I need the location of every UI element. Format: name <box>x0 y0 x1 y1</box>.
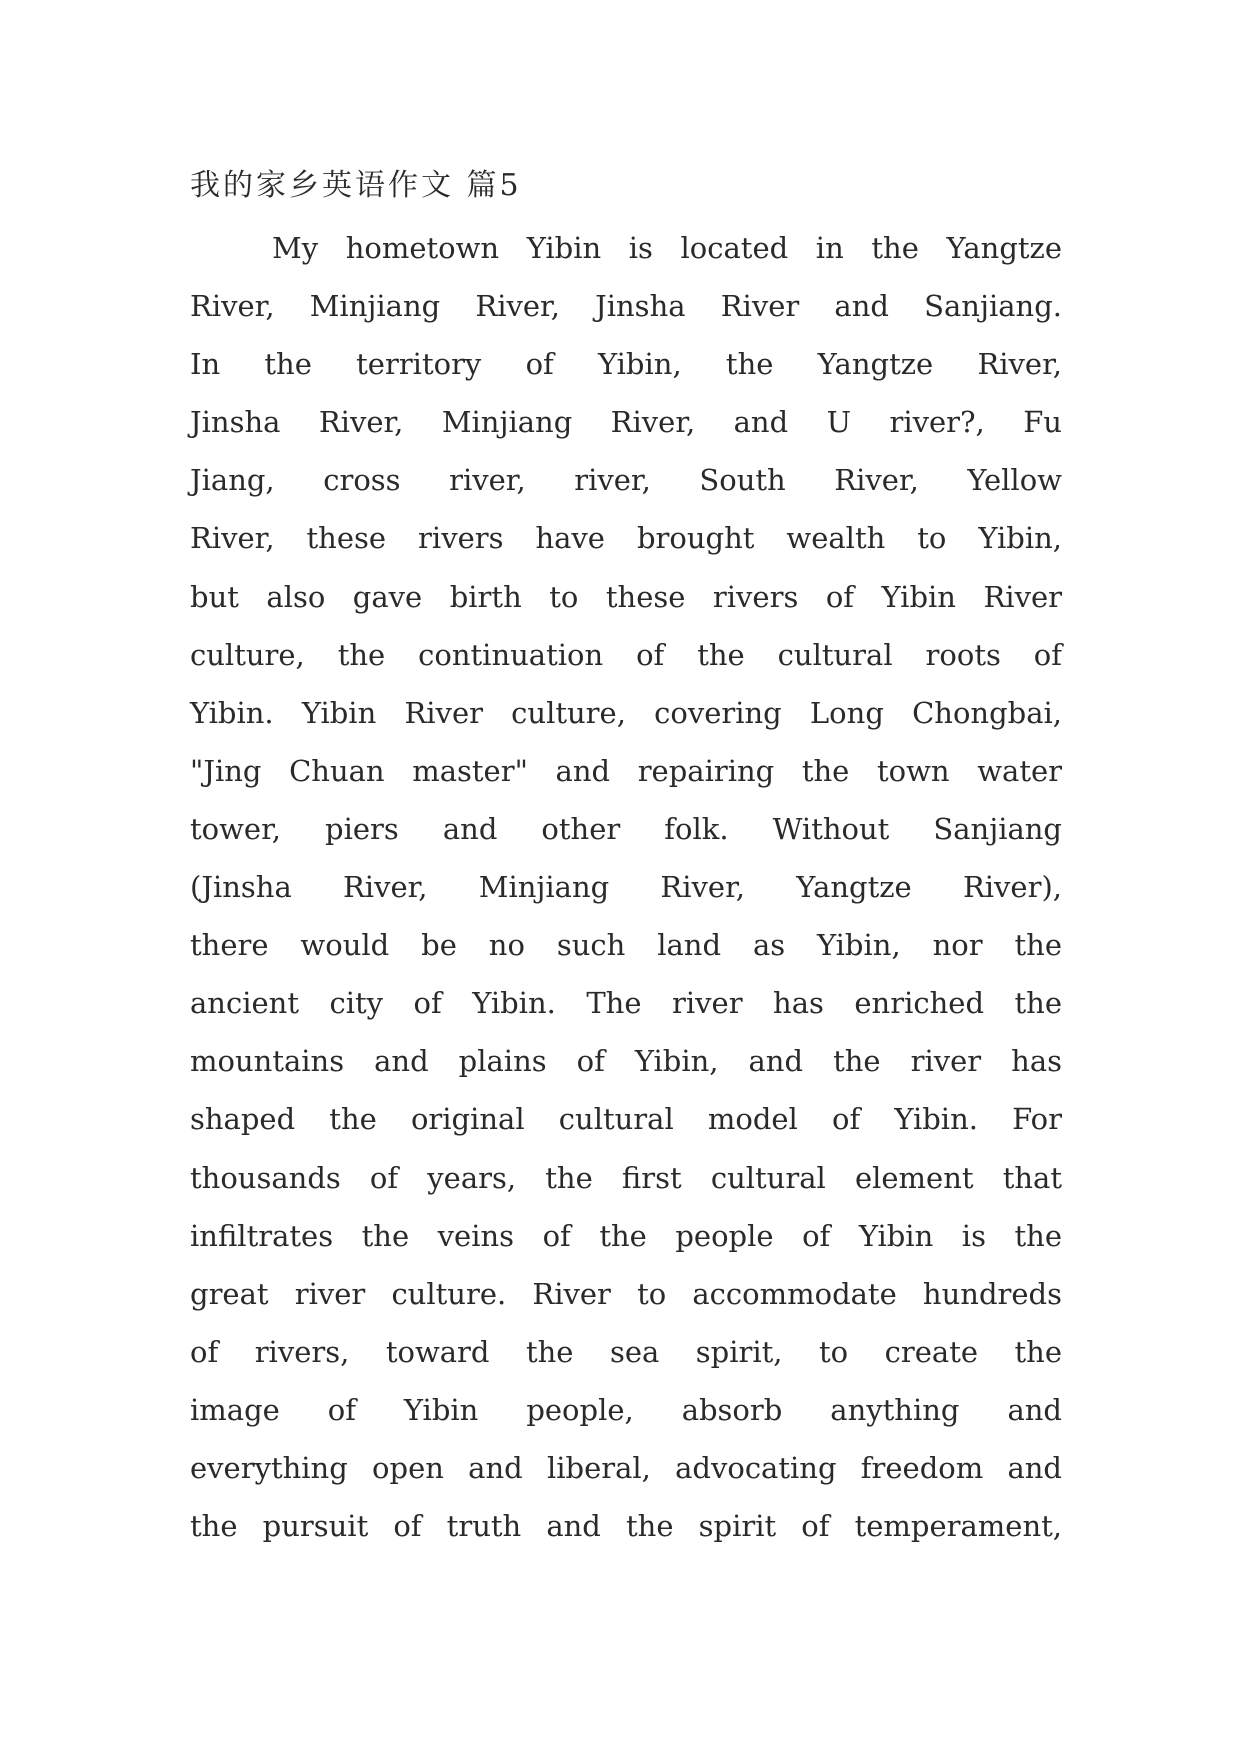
section-heading: 我的家乡英语作文 篇5 <box>190 168 522 203</box>
paragraph-line: infiltrates the veins of the people of Yibin is the <box>190 1218 1062 1253</box>
paragraph-line: Yibin. Yibin River culture, covering Long Chongbai, <box>190 695 1062 730</box>
paragraph-line: tower, piers and other folk. Without Sanjiang <box>190 811 1062 846</box>
paragraph-line: shaped the original cultural model of Yibin. For <box>190 1102 1062 1137</box>
paragraph-line: mountains and plains of Yibin, and the river has <box>190 1044 1062 1079</box>
paragraph-line: image of Yibin people, absorb anything and <box>190 1392 1062 1427</box>
paragraph-line: of rivers, toward the sea spirit, to create the <box>190 1334 1062 1369</box>
essay-paragraph <box>190 219 1062 1555</box>
paragraph-line: everything open and liberal, advocating freedom and <box>190 1450 1062 1485</box>
paragraph-line: the pursuit of truth and the spirit of temperament, <box>190 1509 1062 1544</box>
paragraph-line: In the territory of Yibin, the Yangtze River, <box>190 347 1062 382</box>
paragraph-line: River, Minjiang River, Jinsha River and Sanjiang. <box>190 289 1062 324</box>
paragraph-line: there would be no such land as Yibin, nor the <box>190 928 1062 963</box>
paragraph-line: Jiang, cross river, river, South River, Yellow <box>190 463 1062 498</box>
paragraph-line: Jinsha River, Minjiang River, and U river?, Fu <box>190 405 1062 440</box>
paragraph-line: "Jing Chuan master" and repairing the town water <box>190 753 1062 788</box>
paragraph-line: thousands of years, the first cultural element that <box>190 1160 1062 1195</box>
paragraph-line: River, these rivers have brought wealth to Yibin, <box>190 521 1062 556</box>
paragraph-line: culture, the continuation of the cultural roots of <box>190 637 1062 672</box>
paragraph-line: (Jinsha River, Minjiang River, Yangtze River), <box>190 870 1062 905</box>
paragraph-line: My hometown Yibin is located in the Yangtze <box>272 231 1062 265</box>
paragraph-line: ancient city of Yibin. The river has enriched the <box>190 986 1062 1021</box>
paragraph-line: great river culture. River to accommodate hundreds <box>190 1276 1062 1311</box>
paragraph-line: but also gave birth to these rivers of Yibin River <box>190 579 1062 614</box>
